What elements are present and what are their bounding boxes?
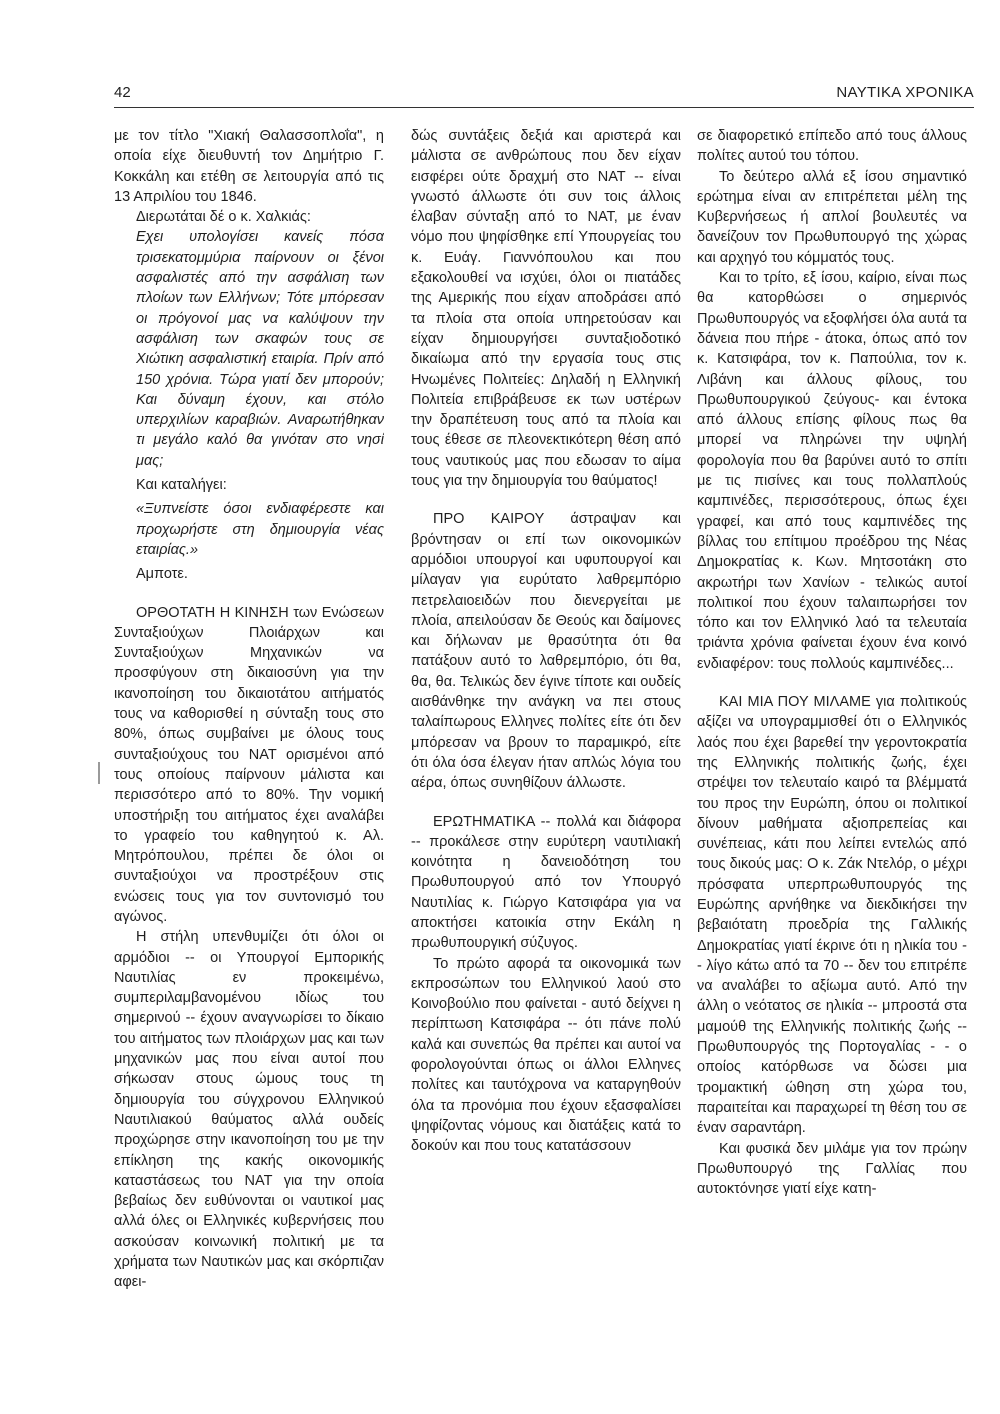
page-header [114,80,974,108]
section-paragraph: ΚΑΙ ΜΙΑ ΠΟΥ ΜΙΛΑΜΕ για πολιτικούς αξίζει να υπογραμμισθεί ότι ο Ελληνικός λαός που έχει βαρεθεί την γεροντοκρατία της Ελληνικής πολιτικής ζωής, έχει στρέψει τον τελευταίο καιρό τα βλέμματά του προς την Ευρώπη, όπου οι πολιτικοί δίνουν μαθήματα αξιοπρεπείας και συνέπειας, κάτι που λείπει εντελώς από τους δικούς μας: Ο κ. Ζάκ Ντελόρ, ο μέχρι πρόσφατα υπερπρωθυπουργός της Ευρώπης αρνήθηκε να διεκδικήσει την βεβαιότατη προεδρία της Γαλλικής Δημοκρατίας γιατί έκρινε ότι η ηλικία του -- λίγο κάτω από τα 70 -- δεν του επιτρέπε να αναλάβει το αξίωμα αυτό. Από την άλλη ο νεότατος σε ηλικία -- μπροστά στα μαμούθ της Ελληνικής πολιτικής ζωής -- Πρωθυπουργός της Πορτογαλίας - - ο οποίος κατόρθωσε να δώσει μια τρομακτική ώθηση στη χώρα του, παραιτείται και παραχωρεί τη θέση του σε έναν σαραντάρη. [697,694,967,1137]
header-rule [114,107,974,108]
section-paragraph: ΟΡΘΟΤΑΤΗ Η ΚΙΝΗΣΗ των Ενώσεων Συνταξιούχων Πλοιάρχων και Συνταξιούχων Μηχανικών να προσφύγουν στη δικαιοσύνη για την ικανοποίηση του δικαιοτάτου αιτήματός τους να καθορισθεί η σύνταξη τους στο 80%, όπως συμβαίνει με όλους τους συνταξιούχους του ΝΑΤ ορισμένοι από τους οποίους παίρνουν μάλιστα και περισσότερο από το 80%. Την νομική υποστήριξη του αιτήματος έχει αναλάβει το γραφείο του καθηγητού κ. Αλ. Μητρόπουλου, πρέπει δε όλοι οι συνταξιούχοι να προστρέξουν στις ενώσεις τους για τον συντονισμό του αγώνος. [114,604,384,925]
text-column-1 [114,126,384,1376]
paragraph: δώς συντάξεις δεξιά και αριστερά και μάλιστα σε ανθρώπους που δεν είχαν εισφέρει ούτε δραχμή στο ΝΑΤ -- είναι γνωστό άλλωστε ότι συν τοις άλλοις έλαβαν σύνταξη από το ΝΑΤ, με έναν νόμο που ψηφίσθηκε επί Υπουργείας του κ. Ευάγ. Γιαννόπουλου και που εξακολουθεί να ισχύει, όλοι οι πιατάδες της Αμερικής που είχαν αποδράσει από τα πλοία στα οποία υπηρετούσαν και είχαν δημιουργήσει συνταξιοδοτικό δικαίωμα από την εργασία τους στις Ηνωμένες Πολιτείες: Δηλαδή η Ελληνική Πολιτεία επιβράβευσε εκ των υστέρων την δραπέτευση τους από τα πλοία και τους έθεσε σε πλεονεκτικότερη θέση από τους ναυτικούς μας που εδωσαν το αίμα τους για την δημιουργία του θαύματος! [411,128,681,490]
section-paragraph: ΕΡΩΤΗΜΑΤΙΚΑ -- πολλά και διάφορα -- προκάλεσε στην ευρύτερη ναυτιλιακή κοινότητα η δανειοδότηση του Πρωθυπουργού από τον Υπουργό Ναυτιλίας κ. Γιώργο Κατσιφάρα για να αποκτήσει κατοικία στην Εκάλη η πρωθυπουργική σύζυγος. [411,813,681,952]
paragraph: Και καταλήγει: [136,477,227,494]
paragraph: Διερωτάται δέ ο κ. Χαλκιάς: [136,209,311,226]
page-number: 42 [114,84,131,101]
journal-title: ΝΑΥΤΙΚΑ ΧΡΟΝΙΚΑ [836,84,974,101]
paragraph: Η στήλη υπενθυμίζει ότι όλοι οι αρμόδιοι -- οι Υπουργοί Εμπορικής Ναυτιλίας εν προκειμένω, συμπεριλαμβανομένου ιδίως του σημερινού -- έχουν αναγνωρίσει το δίκαιο του αιτήματος των πλοιάρχων μας και των μηχανικών μας που είναι αυτοί που σήκωσαν στους ώμους τους τη δημιουργία του σύγχρονου Ελληνικού Ναυτιλιακού θαύματος αλλά ουδείς προχώρησε στην ικανοποίηση του με την επίκληση της κακής οικονομικής καταστάσεως του ΝΑΤ για την οποία βεβαίως δεν ευθύνονται οι ναυτικοί μας αλλά όλες οι Ελληνικές κυβερνήσεις που ασκούσαν κοινωνική πολιτική με τα χρήματα των Ναυτικών μας και σκόρπιζαν αφει- [114,929,384,1291]
paragraph: Το δεύτερο αλλά εξ ίσου σημαντικό ερώτημα είναι αν επιτρέπεται μέλη της Κυβερνήσεως ή απλοί βουλευτές να δανείζουν τον Πρωθυπουργό της χώρας και αρχηγό του κόμματός τους. [697,168,967,266]
paragraph: σε διαφορετικό επίπεδο από τους άλλους πολίτες αυτού του τόπου. [697,128,967,165]
paragraph: Και φυσικά δεν μιλάμε για τον πρώην Πρωθυπουργό της Γαλλίας που αυτοκτόνησε γιατί είχε κατη- [697,1140,967,1198]
paragraph: με τον τίτλο "Χιακή Θαλασσοπλοΐα", η οποία είχε διευθυντή τον Δημήτριο Γ. Κοκκάλη και ετέθη σε λειτουργία από τις 13 Απριλίου του 1846. [114,128,384,205]
text-column-2 [411,126,681,1376]
section-paragraph: ΠΡΟ ΚΑΙΡΟΥ άστραψαν και βρόντησαν οι επί των οικονομικών αρμόδιοι υπουργοί και υφυπουργοί και μίλαγαν για ευρύτατο λαθρεμπόριο πετρελαιοειδών που διενεργείται με πλοία, απειλούσαν δε Θεούς και δαίμονες και δήλωναν με θρασύτητα ότι θα πατάξουν αυτό το λαθρεμπόριο, ότι θα, θα, θα. Τελικώς δεν έγινε τίποτε και ουδείς αισθάνθηκε την ανάγκη να πει στους ταλαίπωρους Ελληνες πολίτες είτε ότι δεν μπόρεσαν να βρουν το παραμικρό, είτε ότι όλα όσα έλεγαν ήταν απλώς λόγια του αέρα, όπως συνηθίζουν άλλωστε. [411,511,681,792]
paragraph: Το πρώτο αφορά τα οικονομικά των εκπροσώπων του Ελληνικού λαού στο Κοινοβούλιο που φαίνεται - αυτό δείχνει η περίπτωση Κατσιφάρα -- ότι πάνε πολύ καλά και συνεπώς θα πρέπει και αυτοί να φορολογούνται όπως οι άλλοι Ελληνες πολίτες και ταυτόχρονα να καταργηθούν όλα τα προνόμια που έχουν εξασφαλίσει ψηφίζοντας νόμους και διατάξεις κατά το δοκούν και που τους κατατάσσουν [411,955,681,1155]
scan-mark [98,762,100,784]
paragraph: Αμποτε. [136,566,188,583]
paragraph: Και το τρίτο, εξ ίσου, καίριο, είναι πως θα κατορθώσει ο σημερινός Πρωθυπουργός να εξοφλήσει όλα αυτά τα δάνεια που πήρε - άτοκα, όπως από τον κ. Κατσιφάρα, τον κ. Παπούλια, τον κ. Λιβάνη και άλλους φίλους, του Πρωθυπουργικού ζεύγους- και έντοκα από άλλους επίσης φίλους πως θα μπορεί να πληρώνει την υψηλή φορολογία που θα βαρύνει αυτό το σπίτι με τις πισίνες και τους πολλαπλούς καμπινέδες, περισσότερους, όπως έχει γραφεί, και από τους καμπινέδες της βίλλας του επίτιμου προέδρου της Νέας Δημοκρατίας κ. Κων. Μητσοτάκη στο ακρωτήρι των Χανίων - τελικώς αυτοί πολιτικοί που έχουν ταλαιπωρήσει τον τόπο και τον Ελληνικό λαό τα τελευταία τριάντα χρόνια φαίνεται έχουν ένα κοινό ενδιαφέρον: τους πολλούς καμπινέδες... [697,270,967,672]
quote-paragraph: Εχει υπολογίσει κανείς πόσα τρισεκατομμύρια παίρνουν οι ξένοι ασφαλιστές από την ασφάλιση των πλοίων των Ελλήνων; Τότε μπόρεσαν οι πρόγονοί μας να καλύψουν την ασφάλιση των σκαφών τους σε Χιώτικη ασφαλιστική εταιρία. Πρίν από 150 χρόνια. Τώρα γιατί δεν μπορούν; Και δύναμη έχουν, και στόλο υπερχιλίων καραβιών. Αναρωτήθηκαν τι μεγάλο καλό θα γινόταν στο νησί μας; [136,229,384,469]
text-column-3 [697,126,967,1376]
quote-paragraph: «Ξυπνείστε όσοι ενδιαφέρεστε και προχωρήστε στη δημιουργία νέας εταιρίας.» [136,501,384,558]
